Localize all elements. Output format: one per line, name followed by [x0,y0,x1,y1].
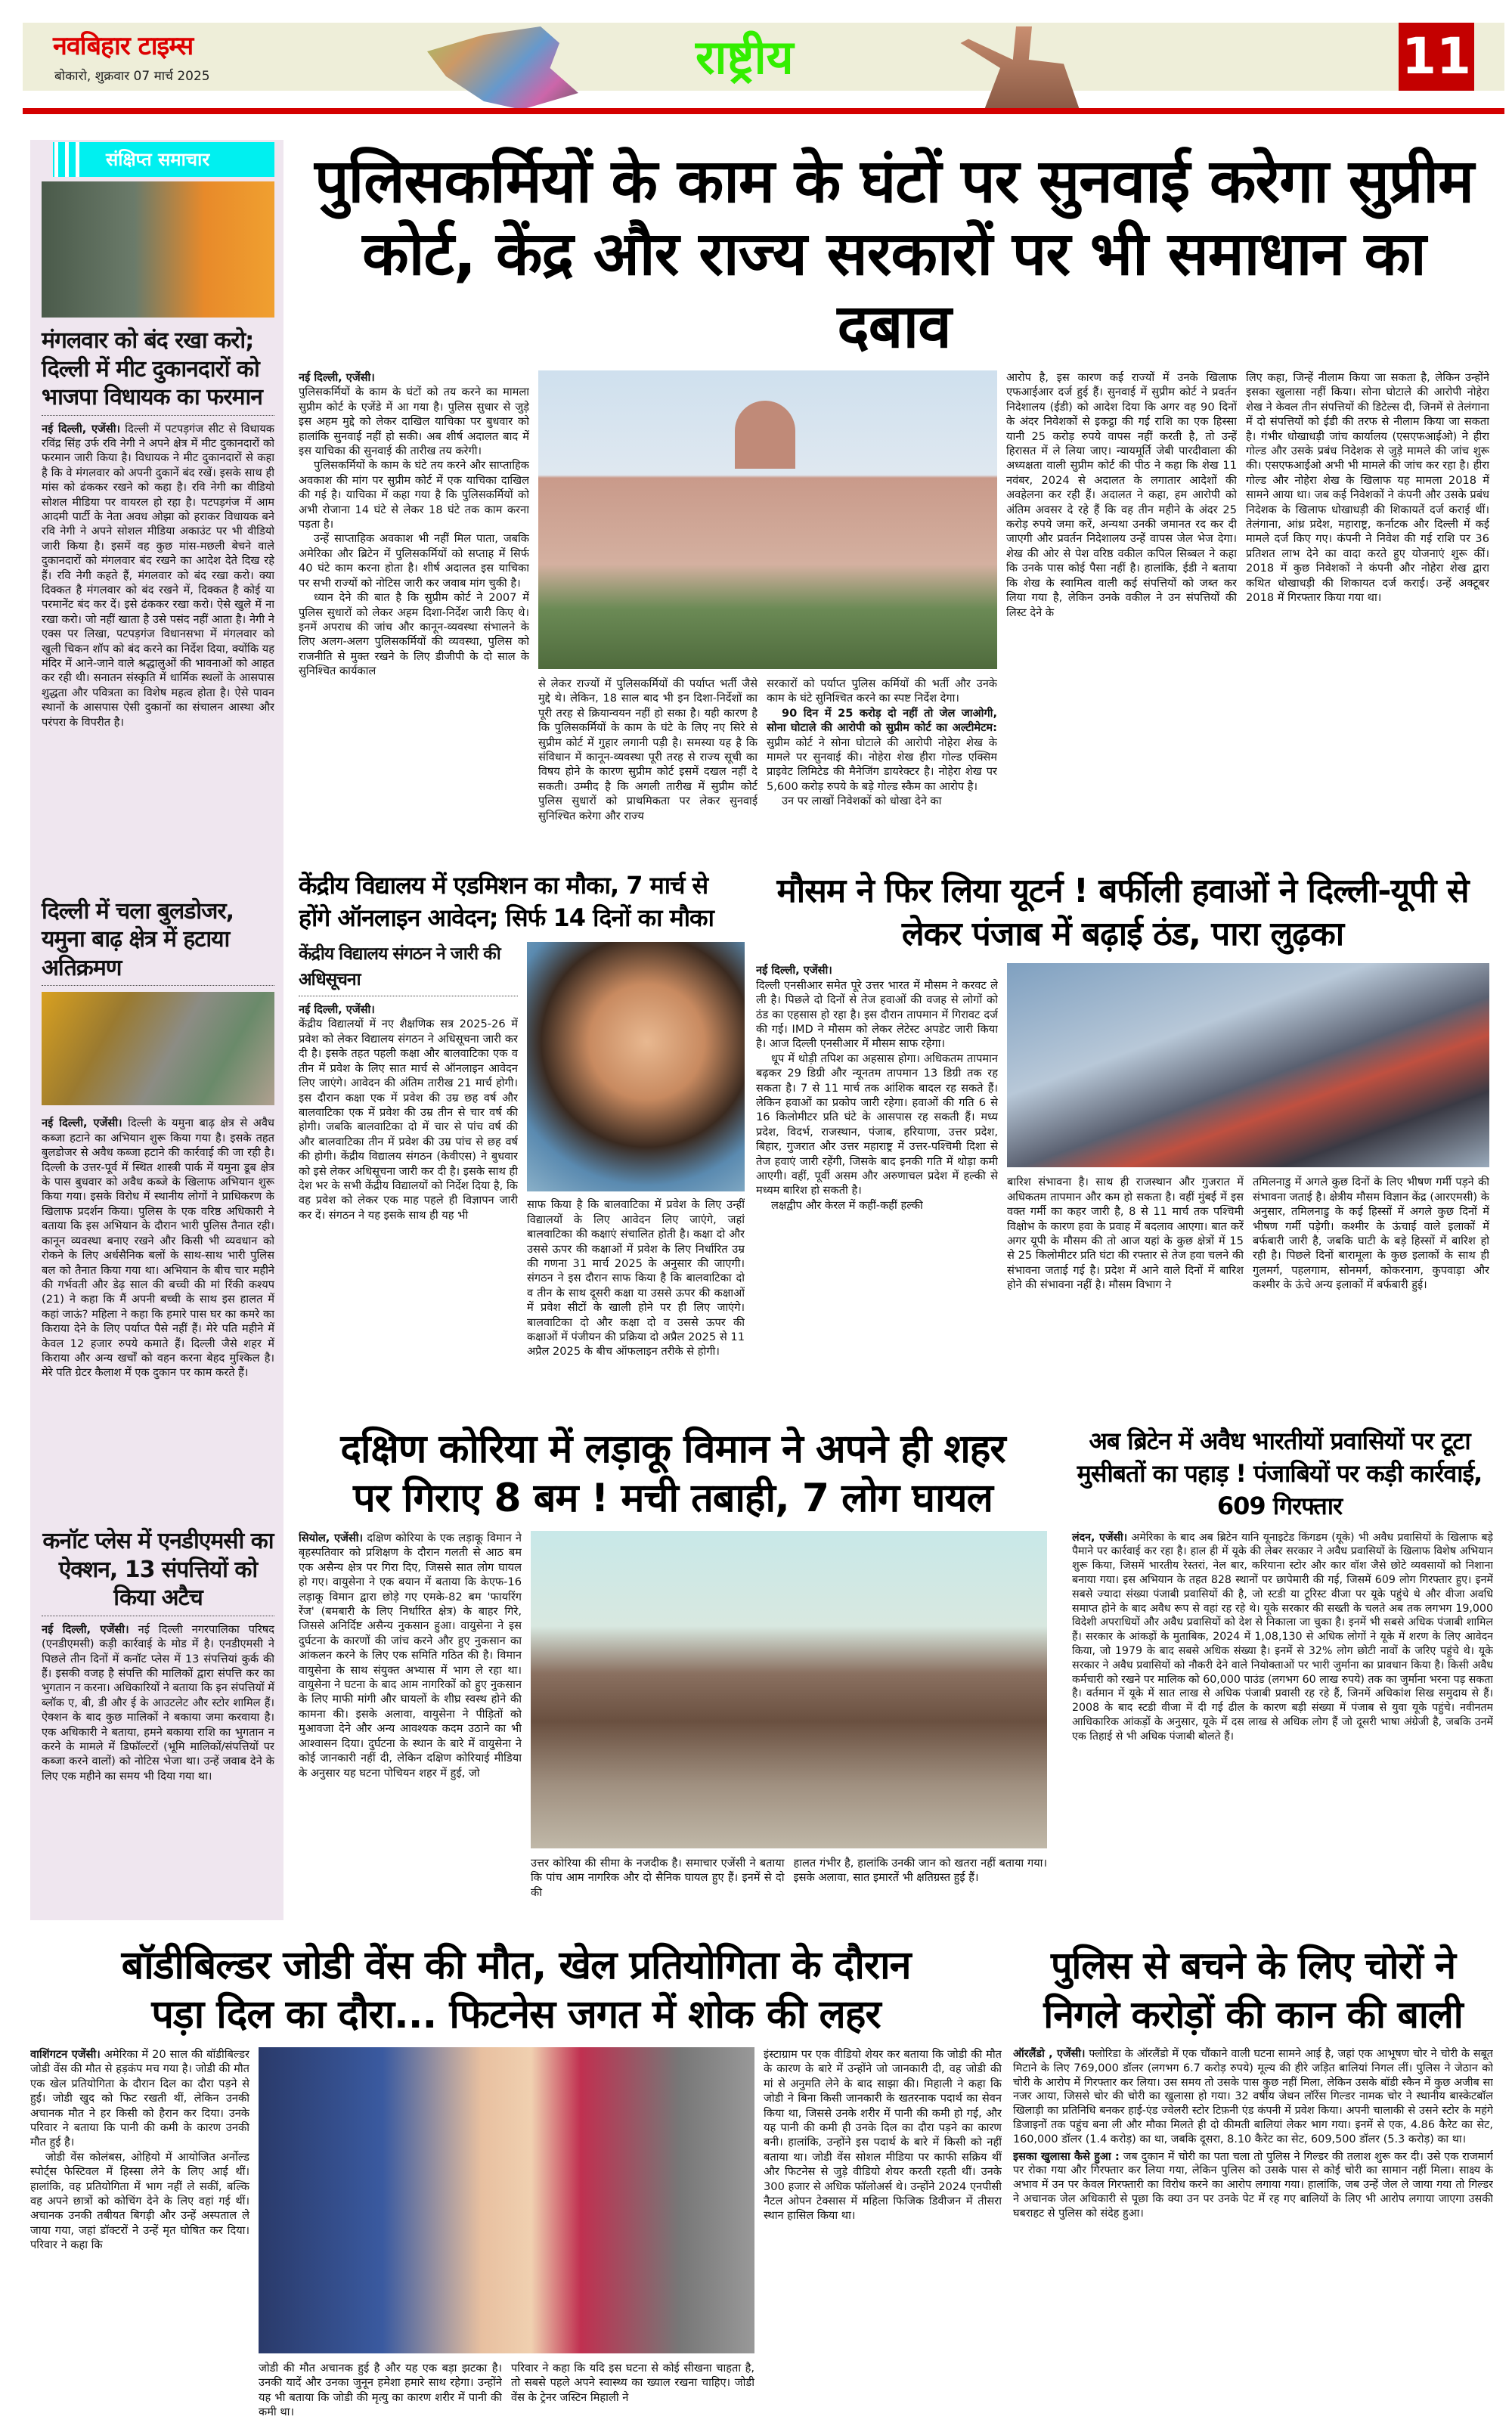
article-text: जोडी की मौत अचानक हुई है और यह एक बड़ा झटका है। उनकी यादें और उनका जुनून हमेशा हमारे साथ रहेगा। उन्होंने यह भी बताया कि जोडी की मृत्यु का कारण शरीर में पानी की कमी था। [259,2362,502,2419]
article-text: पुलिसकर्मियों के काम के घंटे तय करने और साप्ताहिक अवकाश की मांग पर सुप्रीम कोर्ट में एक याचिका दाखिल की गई है। याचिका में कहा गया है कि पुलिसकर्मियों को अभी रोजाना 14 घंटे से लेकर 18 घंटे तक काम करना पड़ता है। [299,459,529,531]
article-text: उन्हें साप्ताहिक अवकाश भी नहीं मिल पाता, जबकि अमेरिका और ब्रिटेन में पुलिसकर्मियों को सप्ताह में सिर्फ 40 घंटे काम करना होता है। शीर्ष अदालत इस याचिका पर सभी राज्यों को नोटिस जारी कर जवाब मांग चुकी है। [299,532,529,590]
article-text: लक्षद्वीप और केरल में कहीं-कहीं हल्की [771,1198,923,1212]
article-text: से लेकर राज्यों में पुलिसकर्मियों की पर्याप्त भर्ती जैसे मुद्दे थे। लेकिन, 18 साल बाद भी इन दिशा-निर्देशों का पूरी तरह से क्रियान्वयन नहीं हो सका है। यही कारण है कि पुलिसकर्मियों के काम के घंटे के लिए नए सिरे से सुप्रीम कोर्ट में गुहार लगानी पड़ी है। समस्या यह है कि संविधान में कानून-व्यवस्था पूरी तरह से राज्य सूची का विषय होने के कारण सुप्रीम कोर्ट इसमें दखल नहीं दे सकती। उम्मीद है कि अगली तारीख में सुप्रीम कोर्ट पुलिस सुधारों को प्राथमिकता पर लेकर सुनवाई सुनिश्चित करेगा और राज्य [538,677,758,823]
article-text: सरकारों को पर्याप्त पुलिस कर्मियों की भर्ती और उनके काम के घंटे सुनिश्चित करने का स्पष्ट निर्देश देगा। [767,677,997,705]
article-text: केंद्रीय विद्यालयों में नए शैक्षणिक सत्र 2025-26 में प्रवेश को लेकर विद्यालय संगठन ने अधिसूचना जारी कर दी है। इसके तहत पहली कक्षा और बालवाटिका एक व तीन में प्रवेश के लिए सात मार्च से ऑनलाइन आवेदन लिए जाएंगे। आवेदन की अंतिम तारीख 21 मार्च होगी। इस दौरान कक्षा एक में प्रवेश की उम्र छह वर्ष और बालवाटिका एक में प्रवेश की उम्र तीन से चार वर्ष की होगी। जबकि बालवाटिका दो में चार से पांच वर्ष की और बालवाटिका तीन में प्रवेश की उम्र पांच से छह वर्ष की होगी। केंद्रीय विद्यालय संगठन (केवीएस) ने बुधवार को इसे लेकर अधिसूचना जारी कर दी है। इसके साथ ही देश भर के सभी केंद्रीय विद्यालयों को निर्देश दिया है, कि वह प्रवेश को लेकर एक माह पहले ही विज्ञापन जारी कर दें। संगठन ने यह इसके साथ ही यह भी [299,1018,518,1222]
article-text: इंस्टाग्राम पर एक वीडियो शेयर कर बताया कि जोडी की मौत के कारण के बारे में उन्होंने जो जानकारी दी, वह जोडी की मां से अनुमति लेने के बाद साझा की। मिहाली ने कहा कि जोडी ने बिना किसी जानकारी के खतरनाक पदार्थ का सेवन किया था, जिससे उनके शरीर में पानी की कमी हो गई, और यह पानी की कमी ही उनके दिल का दौरा पड़ने का कारण बनी। हालांकि, उन्होंने इस पदार्थ के बारे में किसी को नहीं बताया था। जोडी वेंस सोशल मीडिया पर काफी सक्रिय थीं और फिटनेस से जुड़े वीडियो शेयर करती रहती थीं। उनके 300 हजार से अधिक फॉलोअर्स थे। उन्होंने 2024 एनपीसी नैटल ओपन टेक्सास में महिला फिजिक डिवीजन में तीसरा स्थान हासिल किया था। [764,2048,1002,2223]
korea-column-2 [531,1856,785,1916]
theft-headline: पुलिस से बचने के लिए चोरों ने निगले करोड़ों की कान की बाली [1043,1944,1463,2037]
child-photo [527,942,745,1191]
inline-subhead: 90 दिन में 25 करोड़ दो नहीं तो जेल जाओगी, सोना घोटाले की आरोपी को सुप्रीम कोर्ट का अल्टीमेटम: [767,706,997,735]
cold-weather-photo [1007,963,1489,1167]
korea-headline-line-2: पर गिराए 8 बम ! मची तबाही, 7 लोग घायल [353,1476,993,1521]
lead-column-4 [1006,370,1237,862]
article-text: अमेरिका में 20 साल की बॉडीबिल्डर जोडी वेंस की मौत से हड़कंप मच गया है। जोडी की मौत एक खेल प्रतियोगिता के दौरान दिल का दौरा पड़ने से हुई। जोडी खुद को फिट रखती थीं, लेकिन उनकी अचानक मौत ने हर किसी को हैरान कर दिया। उनके परिवार ने बताया कि पानी की कमी के कारण उनकी मौत हुई है। [30,2048,249,2149]
masthead-divider [23,108,1504,114]
dateline: नई दिल्ली, एजेंसी। [42,1622,129,1636]
uk-headline: अब ब्रिटेन में अवैध भारतीयों प्रवासियों पर टूटा मुसीबतों का पहाड़ ! पंजाबियों पर कड़ी कार्रवाई, 609 गिरफ्तार [1077,1427,1483,1521]
weather-column-1 [756,963,998,1417]
weather-column-2 [1007,1175,1244,1417]
lead-column-1 [299,370,529,862]
dateline: नई दिल्ली, एजेंसी। [42,422,121,435]
article-text: दक्षिण कोरिया के एक लड़ाकू विमान ने बृहस्पतिवार को प्रशिक्षण के दौरान गलती से आठ बम एक असैन्य क्षेत्र पर गिरा दिए, जिससे सात लोग घायल हो गए। वायुसेना ने एक बयान में बताया कि केएफ-16 लड़ाकू विमान द्वारा छोड़े गए एमके-82 बम 'फायरिंग रेंज' (बमबारी के लिए निर्धारित क्षेत्र) के बाहर गिरे, जिससे अनिर्दिष्ट असैन्य नुकसान हुआ। वायुसेना ने इस दुर्घटना के कारणों की जांच करने और हुए नुकसान का आंकलन करने के लिए एक समिति गठित की है। विमान वायुसेना के साथ संयुक्त अभ्यास में भाग ले रहा था। वायुसेना ने घटना के बाद आम नागरिकों को हुए नुकसान के लिए माफी मांगी और घायलों के शीघ्र स्वस्थ होने की कामना की। इसके अलावा, वायुसेना ने पीड़ितों को मुआवजा देने और अन्य आवश्यक कदम उठाने का भी आश्वासन दिया। दुर्घटना के स्थान के बारे में वायुसेना ने कोई जानकारी नहीं दी, लेकिन दक्षिण कोरियाई मीडिया के अनुसार यह घटना पोचियन शहर में हुई, जो [299,1532,522,1780]
sidebar-title-bars [54,142,85,177]
article-text: लिए कहा, जिन्हें नीलाम किया जा सकता है, लेकिन उन्होंने इसका खुलासा नहीं किया। सोना घोटाले की आरोपी नोहेरा शेख ने केवल तीन संपत्तियों की डिटेल्स दी, जिनमें से तेलंगाना में दो संपत्तियों को ईडी की तरफ से नीलाम किया जा सकता है। गंभीर धोखाधड़ी जांच कार्यालय (एसएफआईओ) ने हीरा गोल्ड और उसके प्रबंध निदेशक से जुड़े मामले की जांच शुरू की। एसएफआईओ अभी भी मामले की जांच कर रहा है। हीरा गोल्ड और नोहेरा शेख के खिलाफ यह मामला 2018 में सामने आया था। जब कई निवेशकों ने कंपनी और उसके प्रबंध निदेशक के खिलाफ धोखाधड़ी की शिकायतें दर्ज कराई थीं। तेलंगाना, आंध्र प्रदेश, महाराष्ट्र, कर्नाटक और दिल्ली में कई मामले दर्ज किए गए। कंपनी ने निवेश की गई राशि पर 36 प्रतिशत लाभ देने का वादा करते हुए योजनाएं शुरू कीं। 2018 में कुछ निवेशकों ने कंपनी और नोहेरा शेख द्वारा कथित धोखाधड़ी की शिकायत दर्ज कराई। उन्हें अक्टूबर 2018 में गिरफ्तार किया गया था। [1246,371,1489,605]
bodybuilder-headline-line-2: पड़ा दिल का दौरा... फिटनेस जगत में शोक की लहर [151,1992,881,2037]
article-text: बारिश संभावना है। साथ ही राजस्थान और गुजरात में अधिकतम तापमान और कम हो सकता है। वहीं मुंबई में इस वक्त गर्मी का कहर जारी है, 8 से 11 मार्च तक पश्चिमी विक्षोभ के कारण हवा के प्रवाह में बदलाव आएगा। बात करें अगर यूपी के मौसम की तो आज यहां के कुछ क्षेत्रों में 15 से 25 किलोमीटर प्रति घंटा की रफ्तार से तेज हवा चलने की संभावना जताई गई है। प्रदेश में आने वाले दिनों में बारिश होने की संभावना नहीं है। मौसम विभाग ने [1007,1176,1244,1292]
dateline: सियोल, एजेंसी। [299,1532,364,1544]
article-text: अमेरिका के बाद अब ब्रिटेन यानि यूनाइटेड किंगडम (यूके) भी अवैध प्रवासियों के खिलाफ बड़े पैमाने पर कार्रवाई कर रहा है। हाल ही में यूके की लेबर सरकार ने अवैध प्रवासियों के खिलाफ विशेष अभियान शुरू किया, जिसमें भारतीय रेस्तरां, नेल बार, करियाना स्टोर और कार वॉश जैसे छोटे व्यवसायों को निशाना बनाया गया। इस अभियान के तहत 828 स्थानों पर छापेमारी की गई, जिसमें 609 लोग गिरफ्तार हुए। इनमें सबसे ज्यादा संख्या पंजाबी प्रवासियों की है, जो स्टडी या टूरिस्ट वीजा पर यूके पहुंचे थे और वीजा अवधि समाप्त होने के बाद अवैध रूप से वहां रह रहे थे। यूके सरकार की सख्ती के चलते अब तक लगभग 19,000 विदेशी अपराधियों और अवैध प्रवासियों को देश से निकाला जा चुका है। इनमें भी सबसे अधिक पंजाबी शामिल हैं। सरकार के आंकड़ों के मुताबिक, 2024 में 1,08,130 से अधिक लोगों ने यूके में शरण के लिए आवेदन किया, जो 1979 के बाद सबसे अधिक संख्या है। इनमें से 32% लोग छोटी नावों के जरिए पहुंचे थे। यूके सरकार ने अवैध प्रवासियों को नौकरी देने वाले नियोक्ताओं पर भारी जुर्माना का प्रावधान किया है। किसी अवैध कर्मचारी को रखने पर मालिक को 60,000 पाउंड (लगभग 60 लाख रुपये) तक का जुर्माना भरना पड़ सकता है। वर्तमान में यूके में सात लाख से अधिक पंजाबी प्रवासी रह रहे हैं, जिनमें अधिकांश सिख समुदाय से हैं। 2008 के बाद स्टडी वीजा में दी गई ढील के कारण बड़ी संख्या में पंजाब से युवा यूके पहुंचे। नवीनतम आधिकारिक आंकड़ों के अनुसार, यूके में दस लाख से अधिक लोग हैं जो दूसरी भाषा अंग्रेजी है, जबकि उनमें एक तिहाई से भी अधिक पंजाबी बोलते हैं। [1072,1531,1493,1743]
korea-headline [299,1425,1047,1523]
article-text: हालत गंभीर है, हालांकि उनकी जान को खतरा नहीं बताया गया। इसके अलावा, सात इमारतें भी क्षतिग्रस्त हुई हैं। [793,1857,1047,1885]
sidebar-title-box [53,142,274,177]
page-number: 11 [1399,23,1474,91]
lead-column-2 [538,677,758,862]
bodybuilder-column-1 [30,2047,249,2421]
bodybuilder-photo [259,2047,754,2353]
article-text: उत्तर कोरिया की सीमा के नजदीक है। समाचार एजेंसी ने बताया कि पांच आम नागरिक और दो सैनिक घायल हुए हैं। इनमें से दो की [531,1857,785,1899]
article-text: उन पर लाखों निवेशकों को धोखा देने का [782,795,942,808]
article-text: ध्यान देने की बात है कि सुप्रीम कोर्ट ने 2007 में पुलिस सुधारों को लेकर अहम दिशा-निर्देश जारी किए थे। इनमें अपराध की जांच और कानून-व्यवस्था संभालने के लिए अलग-अलग पुलिसकर्मियों की व्यवस्था, पुलिस को राजनीति से मुक्त रखने के लिए डीजीपी के दो साल के सुनिश्चित कार्यकाल [299,591,529,678]
dateline: वाशिंगटन एजेंसी। [30,2048,101,2061]
sidebar-item-1 [42,327,274,890]
news-brief-sidebar [30,140,284,1920]
sidebar-photo-mla [42,181,274,318]
section-title: राष्ट्रीय [696,29,794,85]
sidebar-item-3 [42,1527,274,1913]
article-text: जोडी वेंस कोलंबस, ओहियो में आयोजित अर्नोल्ड स्पोर्ट्स फेस्टिवल में हिस्सा लेने के लिए आई थीं। हालांकि, वह प्रतियोगिता में भाग नहीं ले सकीं, बल्कि वह अपने छात्रों को कोचिंग देने के लिए वहां गई थीं। अचानक उनकी तबीयत बिगड़ी और उन्हें अस्पताल ले जाया गया, जहां डॉक्टरों ने उन्हें मृत घोषित कर दिया। परिवार ने कहा कि [30,2150,249,2252]
kv-left-column [299,942,518,1417]
kv-story [299,869,745,1417]
lead-column-5 [1246,370,1489,862]
korea-headline-line-1: दक्षिण कोरिया में लड़ाकू विमान ने अपने ही शहर [340,1427,1005,1472]
dome-shape [735,401,795,469]
article-text: फ्लोरिडा के ऑरलैंडो में एक चौंकाने वाली घटना सामने आई है, जहां एक आभूषण चोर ने चोरी के सबूत मिटाने के लिए 769,000 डॉलर (लगभग 6.7 करोड़ रुपये) मूल्य की हीरे जड़ित बालियां निगल लीं। पुलिस ने जेठान को चोरी के आरोप में गिरफ्तार कर लिया। उस समय तो उसके पास कुछ नहीं मिला, लेकिन उसके बॉडी स्कैन में कुछ अजीब सा नजर आया, जिससे चोर की चोरी का खुलासा हो गया। 32 वर्षीय जेथन लॉरेंस गिल्डर नामक चोर ने स्थानीय बास्केटबॉल खिलाड़ी का प्रतिनिधि बनकर हाई-एंड ज्वेलरी स्टोर टिफ़नी एंड कंपनी में प्रवेश किया। अपनी चालाकी से उसने स्टोर के महंगे डिजाइनों तक पहुंच बना ली और मौका मिलते ही दो कीमती बालियां लेकर भाग गया। इनमें से एक, 4.86 कैरेट का सेट, 160,000 डॉलर (1.4 करोड़) का था, जबकि दूसरा, 8.10 कैरेट का सेट, 609,500 डॉलर (5.3 करोड़) का था। [1013,2048,1493,2146]
dateline: नई दिल्ली, एजेंसी। [42,1117,122,1130]
sidebar-title: संक्षिप्त समाचार [106,149,210,170]
dateline: ऑरलैंडो , एजेंसी। [1013,2048,1086,2060]
bodybuilder-column-4 [764,2047,1002,2421]
article-body: दिल्ली के यमुना बाढ़ क्षेत्र से अवैध कब्जा हटाने का अभियान शुरू किया गया है। इसके तहत बुलडोजर से अवैध कब्जा हटाने की कार्रवाई की जा रही है। दिल्ली के उत्तर-पूर्व में स्थित शास्त्री पार्क में यमुना डूब क्षेत्र के पास बुधवार को अवैध कब्जे के खिलाफ अभियान शुरू किया गया। इसके विरोध में स्थानीय लोगों ने प्राधिकरण के खिलाफ प्रदर्शन किया। पुलिस के एक वरिष्ठ अधिकारी ने बताया कि इस अभियान के दौरान भारी पुलिस तैनात रही। कानून व्यवस्था बनाए रखने और किसी भी व्यवधान को रोकने के लिए अर्धसैनिक बलों के साथ-साथ भारी पुलिस बल को तैनात किया गया था। अभियान के बीच चार महीने की गर्भवती और डेढ़ साल की बच्ची की मां रिंकी कश्यप (21) ने कहा कि मैं अपनी बच्ची के साथ इस हालत में कहां जाऊं? महिला ने कहा कि हमारे पास घर का कमरे का किराया देने के लिए पर्याप्त पैसे नहीं हैं। मेरे पति महीने में केवल 12 हजार रुपये कमाते हैं। दिल्ली जैसे शहर में किराया और अन्य खर्चों को वहन करना बेहद मुश्किल है। मेरे पति ग्रेटर कैलाश में एक दुकान पर काम करते हैं। [42,1117,274,1380]
article-text: आरोप है, इस कारण कई राज्यों में उनके खिलाफ एफआईआर दर्ज हुई हैं। सुनवाई में सुप्रीम कोर्ट ने प्रवर्तन निदेशालय (ईडी) को आदेश दिया कि अगर वह 90 दिनों के अंदर निवेशकों से इकट्ठा की गई राशि का एक हिस्सा यानी 25 करोड़ रुपये वापस नहीं करती है, तो उन्हें हिरासत में ले लिया जाए। न्यायमूर्ति जेबी पारदीवाला की अध्यक्षता वाली सुप्रीम कोर्ट की पीठ ने कहा कि शेख 11 नवंबर, 2024 से अदालत के लगातार आदेशों की अवहेलना कर रही हैं। अदालत ने कहा, हम आरोपी को अंतिम अवसर दे रहे हैं कि वह तीन महीने के अंदर 25 करोड़ रुपये जमा करें, अन्यथा उनकी जमानत रद कर दी जाएगी और प्रवर्तन निदेशालय उन्हें वापस जेल भेज देगा। शेख की ओर से पेश वरिष्ठ वकील कपिल सिब्बल ने कहा कि उनके पास कोई पैसा नहीं है। हालांकि, ईडी ने बताया कि शेख के स्वामित्व वाली कई संपत्तियों को जब्त कर लिया गया है, लेकिन उनके वकील ने उन संपत्तियों की लिस्ट देने के [1006,371,1237,619]
article-text: पुलिसकर्मियों के काम के घंटों को तय करने का मामला सुप्रीम कोर्ट के एजेंडे में आ गया है। पुलिस सुधार से जुड़े इस अहम मुद्दे को लेकर दाखिल याचिका पर बुधवार को हालांकि सुनवाई नहीं हो सकी। अब शीर्ष अदालत बाद में इस याचिका की सुनवाई की तारीख तय करेगी। [299,386,529,458]
dateline: नई दिल्ली, एजेंसी। [756,964,832,977]
supreme-court-photo [538,370,997,669]
lead-headline-line-1: पुलिसकर्मियों के काम के घंटों पर सुनवाई करेगा सुप्रीम [314,146,1473,216]
bodybuilder-story [30,1941,1002,2421]
bodybuilder-column-3 [511,2361,754,2421]
theft-body [1013,2047,1493,2421]
sidebar-headline: मंगलवार को बंद रखा करो; दिल्ली में मीट दुकानदारों को भाजपा विधायक का फरमान [42,327,274,416]
kv-right-column [527,942,745,1417]
bodybuilder-column-2 [259,2361,502,2421]
article-body: दिल्ली में पटपड़गंज सीट से विधायक रविंद्र सिंह उर्फ रवि नेगी ने अपने क्षेत्र में मीट दुकानदारों को फरमान जारी किया है। विधायक ने मीट दुकानदारों से कहा है कि वे मंगलवार को अपनी दुकानें बंद रखें। इसके साथ ही मांस को ढंककर रखने को कहा है। रवि नेगी का वीडियो सोशल मीडिया पर वायरल हो रहा है। पटपड़गंज में आम आदमी पार्टी के नेता अवध ओझा को हराकर विधायक बने रवि नेगी ने अपने सोशल मीडिया अकाउंट पर भी वीडियो जारी किया है। इसमें वह कुछ मांस-मछली बेचने वाले दुकानदारों को मंगलवार बंद रखने का आदेश देते दिख रहे हैं। रवि नेगी कहते हैं, मंगलवार को बंद रखा करो। क्या दिक्कत है मंगलवार को बंद रखने में, दिक्कत है कोई या परमानेंट बंद कर दें। इसे ढंककर रखा करो। ऐसे खुले में ना रखा करो। जो नहीं खाता है उसे पसंद नहीं आता है। नेगी ने एक्स पर लिखा, पटपड़गंज विधानसभा में मंगलवार को खुली चिकन शॉप को बंद करने का निर्देश दिया, क्योंकि यह मंदिर में आने-जाने वाले श्रद्धालुओं की भावनाओं को आहत कर रही थी। सनातन संस्कृति में धार्मिक स्थलों के आसपास शुद्धता और पवित्रता का विशेष महत्व होता है। ऐसे पावन स्थानों के आसपास ऐसी दुकानों का संचालन आस्था और परंपरा के विपरीत है। [42,422,274,729]
article-text: जब दुकान में चोरी का पता चला तो पुलिस ने गिल्डर की तलाश शुरू कर दी। उसे एक राजमार्ग पर रोका गया और गिरफ्तार कर लिया गया, लेकिन पुलिस को उसके पास से कोई चोरी का सामान नहीं मिला। साक्ष्य के अभाव में उन पर केवल गिरफ्तारी का विरोध करने का आरोप लगाया गया। हालांकि, जब उन्हें जेल ले जाया गया तो गिल्डर ने अचानक जेल अधिकारी से पूछा कि क्या उन पर उनके पेट में रह गए बालियों के लिए भी आरोप लगाया जाएगा उसकी घबराहट से पुलिस को संदेह हुआ। [1013,2150,1493,2220]
dateline: नई दिल्ली, एजेंसी। [299,1003,375,1017]
lead-column-3 [767,677,997,862]
article-body: नई दिल्ली नगरपालिका परिषद (एनडीएमसी) कड़ी कार्रवाई के मोड में है। एनडीएमसी ने पिछले तीन दिनों में कनॉट प्लेस में 13 संपत्तियां कुर्क की हैं। इसकी वजह है संपत्ति की मालिकों द्वारा संपत्ति कर का भुगतान न करना। अधिकारियों ने बताया कि इन संपत्तियों में ब्लॉक ए, बी, डी और ई के आउटलेट और स्टोर शामिल हैं। ऐक्शन के बाद कुछ मालिकों ने बकाया जमा करवाया है। एक अधिकारी ने बताया, हमने बकाया राशि का भुगतान न करने के मामले में डिफॉल्टरों (भूमि मालिकों/संपत्तियों पर कब्जा करने वालों) को नोटिस भेजा था। उन्हें जवाब देने के लिए एक महीने का समय भी दिया गया था। [42,1622,274,1783]
kv-headline: केंद्रीय विद्यालय में एडमिशन का मौका, 7 मार्च से होंगे ऑनलाइन आवेदन; सिर्फ 14 दिनों का मौका [299,871,714,933]
inline-subhead: इसका खुलासा कैसे हुआ : [1013,2150,1120,2163]
theft-story [1013,1941,1493,2421]
article-text: सुप्रीम कोर्ट ने सोना घोटाले की आरोपी नोहेरा शेख के मामले पर सुनवाई की। नोहेरा शेख हीरा गोल्ड एक्सिम प्राइवेट लिमिटेड की मैनेजिंग डायरेक्टर है। नोहेरा शेख पर 5,600 करोड़ रुपये के बड़े गोल्ड स्कैम का आरोप है। [767,736,997,793]
paper-logo: नवबिहार टाइम्स [53,31,194,61]
kv-subhead: केंद्रीय विद्यालय संगठन ने जारी की अधिसूचना [299,942,518,996]
article-text: साफ किया है कि बालवाटिका में प्रवेश के लिए उन्हीं विद्यालयों के लिए आवेदन लिए जाएंगे, जहां बालवाटिका की कक्षाएं संचालित होती है। कक्षा दो और उससे ऊपर की कक्षाओं में प्रवेश के लिए निर्धारित उम्र की गणना 31 मार्च 2025 के अनुसार की जाएगी। संगठन ने इस दौरान साफ किया है कि बालवाटिका दो व तीन के साथ दूसरी कक्षा या उससे ऊपर की कक्षाओं में प्रवेश सीटों के खाली होने पर ही लिए जाएंगे। बालवाटिका दो और कक्षा दो व उससे ऊपर की कक्षाओं में पंजीयन की प्रक्रिया दो अप्रैल 2025 से 11 अप्रैल 2025 के बीच ऑफलाइन तरीके से होगी। [527,1198,745,1359]
date-line: बोकारो, शुक्रवार 07 मार्च 2025 [54,69,210,84]
lead-story [299,145,1489,862]
korea-story [299,1425,1047,1916]
lead-headline [299,145,1489,363]
weather-column-3 [1253,1175,1489,1417]
sidebar-headline: दिल्ली में चला बुलडोजर, यमुना बाढ़ क्षेत्र में हटाया अतिक्रमण [42,897,274,987]
sidebar-headline: कनॉट प्लेस में एनडीएमसी का ऐक्शन, 13 संपत्तियों को किया अटैच [42,1527,274,1616]
uk-body [1066,1531,1493,1916]
korea-column-1 [299,1531,522,1916]
bulldozer-photo [42,992,274,1105]
article-text: दिल्ली एनसीआर समेत पूरे उत्तर भारत में मौसम ने करवट ले ली है। पिछले दो दिनों से तेज हवाओं की वजह से लोगों को ठंड का एहसास हो रहा है। इस दौरान तापमान में गिरावट दर्ज की गई। IMD ने मौसम को लेकर लेटेस्ट अपडेट जारी किया है। आज दिल्ली एनसीआर में मौसम साफ रहेगा। [756,978,998,1051]
article-text: धूप में थोड़ी तपिश का अहसास होगा। अधिकतम तापमान बढ़कर 29 डिग्री और न्यूनतम तापमान 13 डिग्री तक रह सकता है। 7 से 11 मार्च तक आंशिक बादल रह सकते हैं। लेकिन हवाओं का प्रकोप जारी रहेगा। हवाओं की गति 6 से 16 किलोमीटर प्रति घंटे के आसपास रह सकती हैं। मध्य प्रदेश, विदर्भ, राजस्थान, पंजाब, हरियाणा, उत्तर प्रदेश, बिहार, गुजरात और उत्तर महाराष्ट्र में उत्तर-पश्चिमी दिशा से तेज हवाएं जारी रहेंगी, जिसके बाद इनकी गति में थोड़ा कमी आएगी। वहीं, पूर्वी असम और अरुणाचल प्रदेश में हल्की से मध्यम बारिश हो सकती है। [756,1052,998,1197]
lead-headline-line-2: कोर्ट, केंद्र और राज्य सरकारों पर भी समाधान का दबाव [362,218,1426,361]
bodybuilder-headline [30,1941,1002,2040]
bombed-building-photo [531,1531,1047,1848]
bodybuilder-headline-line-1: बॉडीबिल्डर जोडी वेंस की मौत, खेल प्रतियोगिता के दौरान [121,1943,911,1988]
dateline: लंदन, एजेंसी। [1072,1531,1128,1544]
kv-column-1 [299,1002,518,1417]
sidebar-item-2 [42,897,274,1520]
article-text: परिवार ने कहा कि यदि इस घटना से कोई सीखना चाहता है, तो सबसे पहले अपने स्वास्थ्य का ख्याल रखना चाहिए। जोडी वेंस के ट्रेनर जस्टिन मिहाली ने [511,2362,754,2404]
weather-story [756,869,1489,1417]
dateline: नई दिल्ली, एजेंसी। [299,371,375,384]
korea-column-3 [794,1856,1048,1916]
article-text: तमिलनाडु में अगले कुछ दिनों के लिए भीषण गर्मी पड़ने की संभावना जताई है। क्षेत्रीय मौसम विज्ञान केंद्र (आरएमसी) के अनुसार, तमिलनाडु के कई हिस्सों में अगले कुछ दिनों में भीषण गर्मी पड़ेगी। कश्मीर के ऊंचाई वाले इलाकों में बर्फबारी जारी है, जबकि घाटी के बड़े हिस्सों में बारिश हो रही है। पिछले दिनों बारामूला के कुछ इलाकों के साथ ही गुलमर्ग, पहलगाम, सोनमर्ग, कोकरनाग, कुपवाड़ा और कश्मीर के ऊंचे अन्य इलाकों में बर्फबारी हुई। [1253,1176,1489,1292]
uk-story [1066,1425,1493,1916]
kv-column-2 [527,1197,745,1417]
weather-headline: मौसम ने फिर लिया यूटर्न ! बर्फीली हवाओं ने दिल्ली-यूपी से लेकर पंजाब में बढ़ाई ठंड, पारा लुढ़का [776,872,1469,954]
